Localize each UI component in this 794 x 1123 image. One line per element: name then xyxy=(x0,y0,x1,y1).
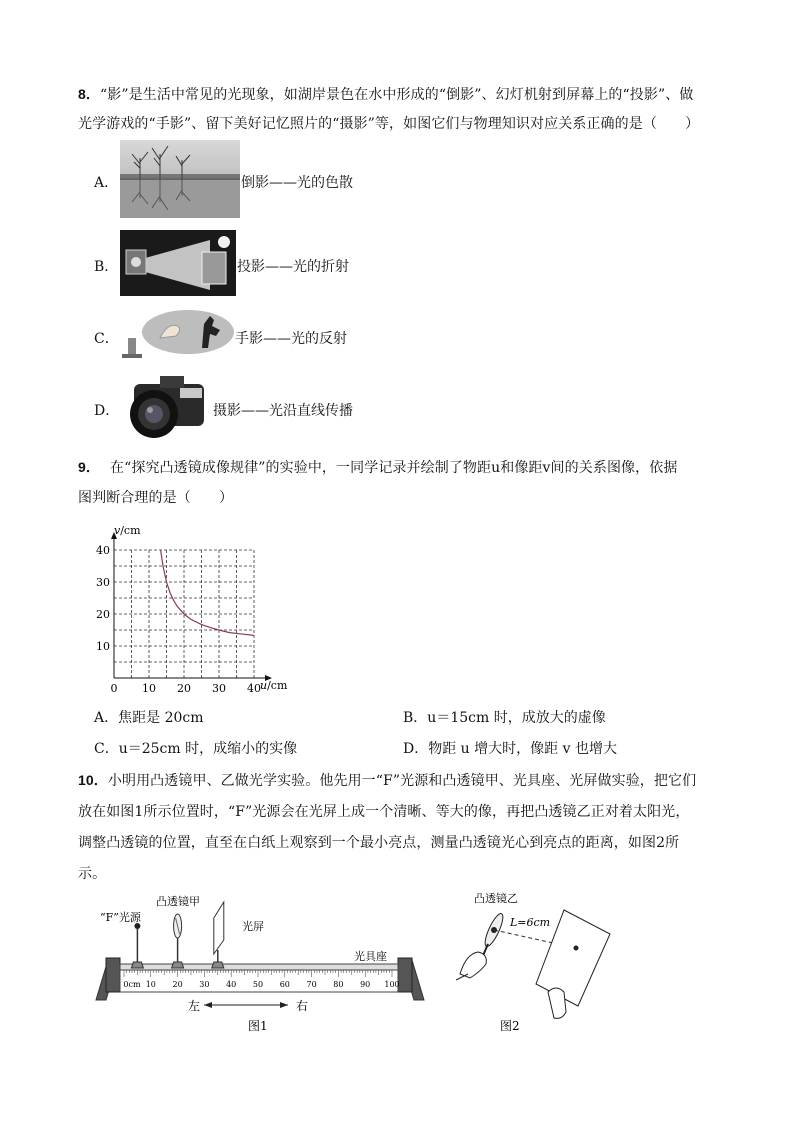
ruler-label: 60 xyxy=(279,980,290,989)
q8-line1: 8．“影”是生活中常见的光现象，如湖岸景色在水中形成的“倒影”、幻灯机射到屏幕上的“投影”、做 xyxy=(78,86,694,103)
q8-option-c-letter: C． xyxy=(94,331,119,347)
lens-yi-label: 凸透镜乙 xyxy=(474,892,518,905)
q8-option-b-letter: B． xyxy=(94,259,119,275)
q8-option-d-text: 摄影——光沿直线传播 xyxy=(213,403,353,419)
lens-jia-label: 凸透镜甲 xyxy=(156,895,200,908)
ruler-label: 100 xyxy=(384,980,400,989)
light-screen xyxy=(212,902,224,968)
reflection-photo xyxy=(120,140,240,218)
ruler-label: 70 xyxy=(306,980,317,989)
q9-option-a: A．焦距是 20cm xyxy=(94,710,204,726)
ruler-label: 0cm xyxy=(123,980,141,989)
ruler-label: 80 xyxy=(333,980,344,989)
figure-2-lens-paper xyxy=(452,888,622,1038)
ruler-label: 40 xyxy=(226,980,237,989)
q10-line2: 放在如图1所示位置时，“F”光源会在光屏上成一个清晰、等大的像，再把凸透镜乙正对着太阳光， xyxy=(78,804,690,820)
q9-number: 9． xyxy=(78,459,100,475)
hand-shadow-photo xyxy=(120,308,234,360)
x-tick-label: 10 xyxy=(142,682,156,695)
q8-option-c-text: 手影——光的反射 xyxy=(235,331,347,347)
camera-photo xyxy=(120,370,212,444)
y-tick-label: 10 xyxy=(96,640,110,653)
q8-option-d-letter: D． xyxy=(94,403,120,419)
y-axis-label: v/cm xyxy=(114,524,141,537)
figure-2-caption: 图2 xyxy=(500,1019,520,1033)
q8-option-a-text: 倒影——光的色散 xyxy=(241,175,353,191)
q8-option-a-letter: A． xyxy=(94,175,119,191)
left-label: 左 xyxy=(188,999,201,1013)
bench-label: 光具座 xyxy=(354,950,387,963)
q9-option-c: C．u＝25cm 时，成缩小的实像 xyxy=(94,741,298,757)
convex-lens-jia xyxy=(172,914,184,968)
axes xyxy=(111,532,272,681)
figure-1-caption: 图1 xyxy=(248,1019,268,1033)
screen-label: 光屏 xyxy=(242,920,264,933)
y-tick-label: 30 xyxy=(96,576,110,589)
q10-line3: 调整凸透镜的位置，直至在白纸上观察到一个最小亮点，测量凸透镜光心到亮点的距离，如图2所 xyxy=(78,835,680,851)
ruler-label: 10 xyxy=(145,980,156,989)
x-tick-label: 0 xyxy=(110,682,118,695)
f-source-label: “F”光源 xyxy=(100,911,141,924)
q10-line1: 10．小明用凸透镜甲、乙做光学实验。他先用一“F”光源和凸透镜甲、光具座、光屏做实验，把它们 xyxy=(78,772,697,789)
x-tick-label: 40 xyxy=(247,682,261,695)
q9-option-b: B．u＝15cm 时，成放大的虚像 xyxy=(403,710,606,726)
x-tick-label: 30 xyxy=(212,682,226,695)
series-line xyxy=(161,550,254,635)
f-light-source xyxy=(131,923,143,968)
q10-line4: 示。 xyxy=(78,866,107,882)
projector-photo xyxy=(120,230,236,296)
q10-number: 10． xyxy=(78,772,108,788)
q8-line2: 光学游戏的“手影”、留下美好记忆照片的“摄影”等，如图它们与物理知识对应关系正确的是（ ） xyxy=(78,116,700,132)
figure-1-optical-bench xyxy=(92,888,432,1038)
right-label: 右 xyxy=(296,999,309,1013)
q8-number: 8． xyxy=(78,86,100,102)
x-axis-label: u/cm xyxy=(260,679,288,692)
q9-line1: 9． 在“探究凸透镜成像规律”的实验中，一同学记录并绘制了物距u和像距v间的关系图像，依据 xyxy=(78,459,678,476)
ruler-label: 30 xyxy=(199,980,210,989)
y-tick-label: 20 xyxy=(96,608,110,621)
uv-chart xyxy=(96,520,316,700)
q9-line2: 图判断合理的是（ ） xyxy=(78,490,234,506)
y-tick-label: 40 xyxy=(96,544,110,557)
x-tick-label: 20 xyxy=(177,682,191,695)
ruler-label: 50 xyxy=(252,980,264,989)
ruler-label: 90 xyxy=(360,980,371,989)
q9-option-d: D．物距 u 增大时，像距 v 也增大 xyxy=(403,741,617,757)
distance-label: L=6cm xyxy=(510,916,551,929)
q8-option-b-text: 投影——光的折射 xyxy=(237,259,349,275)
ruler-label: 20 xyxy=(172,980,183,989)
